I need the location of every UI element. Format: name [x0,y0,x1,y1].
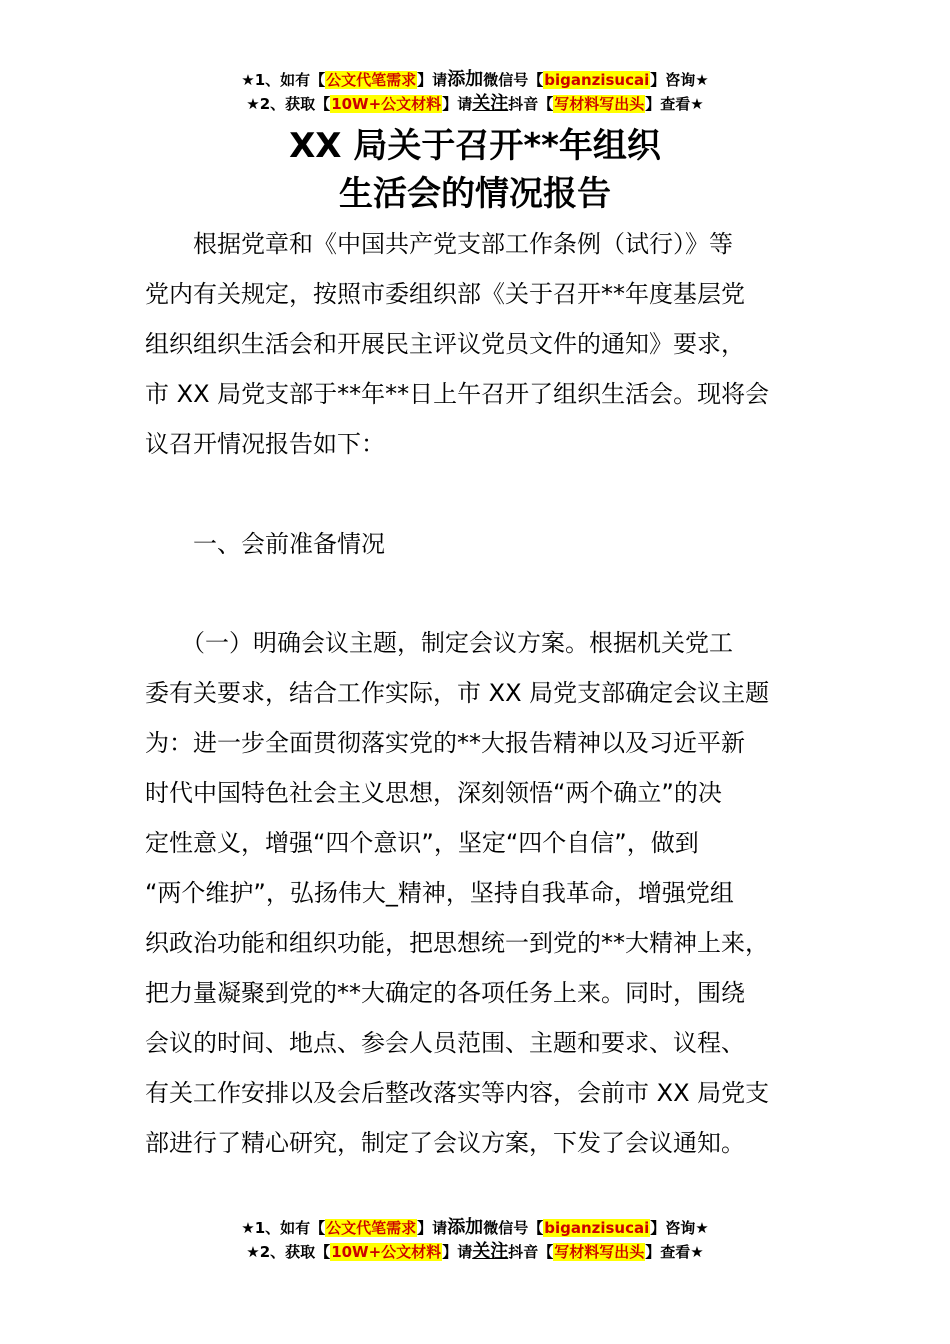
promo-text: 】咨询★ [650,71,709,89]
text-line: 有关工作安排以及会后整改落实等内容，会前市 XX 局党支 [145,1079,770,1107]
text-line: 议召开情况报告如下： [145,430,385,458]
promo-highlight: 10W+公文材料 [331,95,442,113]
title-line-1: XX 局关于召开**年组织 [289,126,661,166]
promo-text: 抖音【 [508,95,554,113]
promo-text: 】请 [417,71,448,89]
promo-text: 微信号【 [483,71,544,89]
text-line: 委有关要求，结合工作实际，市 XX 局党支部确定会议主题 [145,679,770,707]
top-promo-banner [0,68,950,116]
text-line: 会议的时间、地点、参会人员范围、主题和要求、议程、 [145,1029,745,1057]
promo-highlight-wechat: biganzisucai [544,71,650,89]
promo-text: 抖音【 [508,1243,554,1261]
document-title [0,122,950,218]
text-line: 市 XX 局党支部于**年**日上午召开了组织生活会。现将会 [145,380,770,408]
text-line: 时代中国特色社会主义思想，深刻领悟“两个确立”的决 [145,779,722,807]
promo-highlight-wechat: biganzisucai [544,1219,650,1237]
promo-text: ★1、如有【 [241,1219,326,1237]
promo-emphasis: 添加 [447,1217,484,1238]
promo-line-2 [0,1240,950,1264]
promo-highlight-douyin: 写材料写出头 [554,1243,645,1261]
promo-line-2 [0,92,950,116]
promo-text: ★2、获取【 [246,1243,331,1261]
promo-highlight: 公文代笔需求 [326,71,417,89]
promo-highlight-douyin: 写材料写出头 [554,95,645,113]
promo-text: 】请 [442,95,473,113]
promo-line-1 [0,1216,950,1240]
promo-emphasis: 关注 [472,93,509,114]
promo-text: ★1、如有【 [241,71,326,89]
intro-paragraph [145,219,815,469]
section-heading-text: 一、会前准备情况 [145,530,385,558]
promo-highlight: 10W+公文材料 [331,1243,442,1261]
promo-highlight: 公文代笔需求 [326,1219,417,1237]
promo-emphasis: 添加 [447,69,484,90]
title-line-2: 生活会的情况报告 [339,174,611,214]
promo-emphasis: 关注 [472,1241,509,1262]
promo-text: ★2、获取【 [246,95,331,113]
promo-text: 】查看★ [645,1243,704,1261]
text-line: “两个维护”，弘扬伟大_精神，坚持自我革命，增强党组 [145,879,734,907]
promo-text: 】请 [442,1243,473,1261]
promo-text: 】请 [417,1219,448,1237]
text-line: 把力量凝聚到党的**大确定的各项任务上来。同时，围绕 [145,979,745,1007]
text-line: 部进行了精心研究，制定了会议方案，下发了会议通知。 [145,1129,745,1157]
text-line: 为：进一步全面贯彻落实党的**大报告精神以及习近平新 [145,729,745,757]
text-line: 组织组织生活会和开展民主评议党员文件的通知》要求， [145,330,745,358]
text-line: （一）明确会议主题，制定会议方案。根据机关党工 [145,629,733,657]
text-line: 织政治功能和组织功能，把思想统一到党的**大精神上来， [145,929,769,957]
text-line: 根据党章和《中国共产党支部工作条例（试行）》等 [145,230,733,258]
promo-line-1 [0,68,950,92]
bottom-promo-banner [0,1216,950,1264]
text-line: 定性意义，增强“四个意识”，坚定“四个自信”，做到 [145,829,699,857]
section-paragraph [145,618,815,1168]
text-line: 党内有关规定，按照市委组织部《关于召开**年度基层党 [145,280,745,308]
promo-text: 】查看★ [645,95,704,113]
promo-text: 】咨询★ [650,1219,709,1237]
section-heading [145,519,815,569]
promo-text: 微信号【 [483,1219,544,1237]
